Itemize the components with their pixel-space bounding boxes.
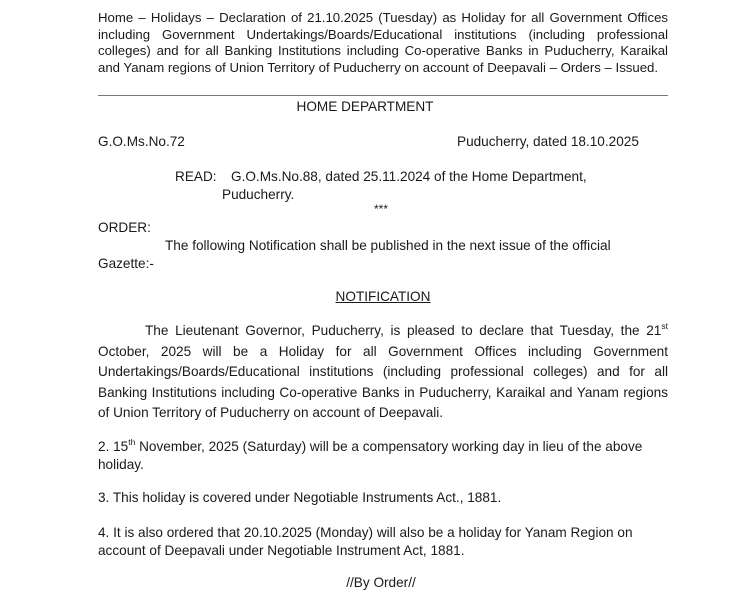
notification-paragraph-2 xyxy=(98,438,668,474)
read-reference-line2: Puducherry. xyxy=(222,187,295,202)
notification-title: NOTIFICATION xyxy=(335,289,431,304)
notification-paragraph-3: 3. This holiday is covered under Negotiable Instruments Act., 1881. xyxy=(98,490,502,505)
notification-paragraph-4: 4. It is also ordered that 20.10.2025 (Monday) will also be a holiday for Yanam Region on account of Deepavali under Negotiable Instrument Act, 1881. xyxy=(98,525,633,558)
department-heading: HOME DEPARTMENT xyxy=(296,99,434,114)
subject-divider xyxy=(98,95,668,96)
notification-paragraph-1 xyxy=(98,321,668,424)
para2-text-a: 2. 15 xyxy=(98,439,129,454)
para1-text-a: The Lieutenant Governor, Puducherry, is pleased to declare that Tuesday, the 21 xyxy=(145,323,662,338)
read-reference: G.O.Ms.No.88, dated 25.11.2024 of the Home Department, xyxy=(231,169,587,184)
para1-text-b: October, 2025 will be a Holiday for all Government Offices including Government Undertakings/Boards/Educational institutions (including professional colleges) and for all Banking Institutions including Co-operative Banks in Puducherry, Karaikal and Yanam regions of Union Territory of Puducherry on account of Deepavali. xyxy=(98,343,668,421)
para2-text-b: November, 2025 (Saturday) will be a compensatory working day in lieu of the above holiday. xyxy=(98,439,643,472)
separator-stars: *** xyxy=(373,202,388,216)
para1-superscript: st xyxy=(661,321,668,331)
read-label: READ: xyxy=(175,169,217,184)
by-order-signoff: //By Order// xyxy=(346,575,416,590)
para2-superscript: th xyxy=(128,437,136,447)
place-date: Puducherry, dated 18.10.2025 xyxy=(457,134,639,149)
go-number: G.O.Ms.No.72 xyxy=(98,134,185,149)
subject-text: Home – Holidays – Declaration of 21.10.2025 (Tuesday) as Holiday for all Government Offices including Government Undertakings/Boards/Educational institutions (including professional colleges) and for all Banking Institutions including Co-operative Banks in Puducherry, Karaikal and Yanam regions of Union Territory of Puducherry on account of Deepavali – Orders – Issued. xyxy=(98,10,668,75)
order-text: The following Notification shall be published in the next issue of the official Gazette:- xyxy=(98,238,611,271)
order-label: ORDER: xyxy=(98,220,151,235)
